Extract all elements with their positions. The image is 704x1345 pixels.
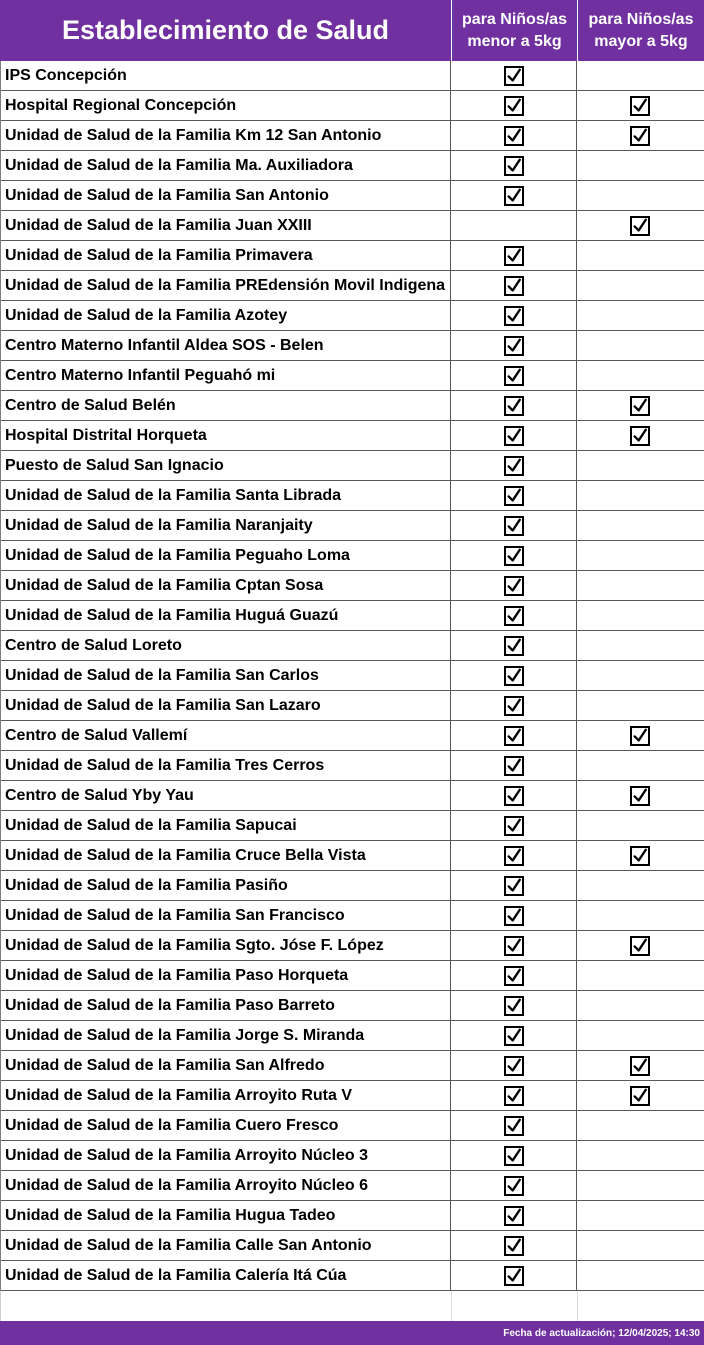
mayor-5kg-cell — [577, 1171, 703, 1200]
menor-5kg-cell — [451, 91, 577, 120]
checkbox-checked-icon — [504, 906, 524, 926]
checkbox-checked-icon — [504, 1206, 524, 1226]
mayor-5kg-cell — [577, 301, 703, 330]
mayor-5kg-cell — [577, 1231, 703, 1260]
checkbox-checked-icon — [630, 96, 650, 116]
menor-5kg-cell — [451, 1171, 577, 1200]
checkbox-checked-icon — [630, 1056, 650, 1076]
table-row — [1, 721, 704, 751]
establecimiento-name: Unidad de Salud de la Familia Cptan Sosa — [1, 571, 451, 600]
establecimiento-name: Centro de Salud Yby Yau — [1, 781, 451, 810]
establecimiento-name: Unidad de Salud de la Familia San Alfredo — [1, 1051, 451, 1080]
establecimiento-name: Centro de Salud Vallemí — [1, 721, 451, 750]
mayor-5kg-cell — [577, 1261, 703, 1290]
checkbox-checked-icon — [504, 456, 524, 476]
establecimiento-name: Unidad de Salud de la Familia PREdensión Movil Indigena — [1, 271, 451, 300]
table-row — [1, 811, 704, 841]
checkbox-checked-icon — [504, 696, 524, 716]
checkbox-checked-icon — [504, 336, 524, 356]
table-row — [1, 601, 704, 631]
establecimiento-name: IPS Concepción — [1, 61, 451, 90]
checkbox-checked-icon — [504, 726, 524, 746]
header-menor-5kg — [452, 0, 578, 61]
menor-5kg-cell — [451, 1081, 577, 1110]
checkbox-checked-icon — [504, 396, 524, 416]
header-menor-line2: menor a 5kg — [467, 32, 562, 50]
empty-cell — [452, 1291, 578, 1321]
table-header — [0, 0, 704, 61]
mayor-5kg-cell — [577, 1051, 703, 1080]
menor-5kg-cell — [451, 1141, 577, 1170]
table-row — [1, 181, 704, 211]
menor-5kg-cell — [451, 751, 577, 780]
menor-5kg-cell — [451, 451, 577, 480]
table-row — [1, 781, 704, 811]
menor-5kg-cell — [451, 151, 577, 180]
mayor-5kg-cell — [577, 1141, 703, 1170]
menor-5kg-cell — [451, 331, 577, 360]
checkbox-checked-icon — [504, 606, 524, 626]
table-row — [1, 631, 704, 661]
checkbox-checked-icon — [504, 66, 524, 86]
table-row — [1, 421, 704, 451]
checkbox-checked-icon — [504, 966, 524, 986]
table-row — [1, 661, 704, 691]
menor-5kg-cell — [451, 121, 577, 150]
mayor-5kg-cell — [577, 91, 703, 120]
checkbox-checked-icon — [504, 1176, 524, 1196]
establecimiento-name: Unidad de Salud de la Familia Calle San Antonio — [1, 1231, 451, 1260]
checkbox-checked-icon — [504, 1086, 524, 1106]
establecimiento-name: Centro de Salud Belén — [1, 391, 451, 420]
establecimiento-name: Unidad de Salud de la Familia Paso Horqueta — [1, 961, 451, 990]
checkbox-checked-icon — [504, 306, 524, 326]
mayor-5kg-cell — [577, 241, 703, 270]
mayor-5kg-cell — [577, 1021, 703, 1050]
establecimiento-name: Unidad de Salud de la Familia San Antonio — [1, 181, 451, 210]
mayor-5kg-cell — [577, 571, 703, 600]
establecimiento-name: Unidad de Salud de la Familia Hugua Tadeo — [1, 1201, 451, 1230]
empty-row — [0, 1291, 704, 1321]
menor-5kg-cell — [451, 901, 577, 930]
menor-5kg-cell — [451, 661, 577, 690]
table-row — [1, 901, 704, 931]
empty-cell — [1, 1291, 452, 1321]
mayor-5kg-cell — [577, 61, 703, 90]
header-mayor-5kg — [578, 0, 704, 61]
mayor-5kg-cell — [577, 841, 703, 870]
establecimiento-name: Puesto de Salud San Ignacio — [1, 451, 451, 480]
header-menor-line1: para Niños/as — [462, 10, 567, 28]
checkbox-checked-icon — [630, 216, 650, 236]
mayor-5kg-cell — [577, 181, 703, 210]
menor-5kg-cell — [451, 1021, 577, 1050]
establecimiento-name: Unidad de Salud de la Familia Cuero Fresco — [1, 1111, 451, 1140]
establecimiento-name: Unidad de Salud de la Familia Arroyito Núcleo 6 — [1, 1171, 451, 1200]
table-row — [1, 931, 704, 961]
table-row — [1, 1111, 704, 1141]
establecimiento-name: Unidad de Salud de la Familia Huguá Guazú — [1, 601, 451, 630]
checkbox-checked-icon — [504, 1146, 524, 1166]
mayor-5kg-cell — [577, 871, 703, 900]
checkbox-checked-icon — [504, 516, 524, 536]
menor-5kg-cell — [451, 601, 577, 630]
establecimiento-name: Unidad de Salud de la Familia Sapucai — [1, 811, 451, 840]
table-row — [1, 1261, 704, 1291]
mayor-5kg-cell — [577, 481, 703, 510]
establecimiento-name: Unidad de Salud de la Familia Cruce Bella Vista — [1, 841, 451, 870]
mayor-5kg-cell — [577, 691, 703, 720]
establecimiento-name: Centro Materno Infantil Peguahó mi — [1, 361, 451, 390]
menor-5kg-cell — [451, 871, 577, 900]
establecimiento-name: Unidad de Salud de la Familia San Carlos — [1, 661, 451, 690]
table-row — [1, 1051, 704, 1081]
establecimiento-name: Unidad de Salud de la Familia Ma. Auxiliadora — [1, 151, 451, 180]
checkbox-checked-icon — [630, 726, 650, 746]
table-row — [1, 121, 704, 151]
checkbox-checked-icon — [504, 126, 524, 146]
menor-5kg-cell — [451, 181, 577, 210]
menor-5kg-cell — [451, 421, 577, 450]
table-row — [1, 91, 704, 121]
establecimiento-name: Unidad de Salud de la Familia Arroyito Núcleo 3 — [1, 1141, 451, 1170]
footer-bar — [0, 1321, 704, 1345]
mayor-5kg-cell — [577, 721, 703, 750]
table-row — [1, 1231, 704, 1261]
establecimiento-name: Unidad de Salud de la Familia Calería Itá Cúa — [1, 1261, 451, 1290]
menor-5kg-cell — [451, 691, 577, 720]
checkbox-checked-icon — [504, 1116, 524, 1136]
checkbox-checked-icon — [504, 636, 524, 656]
table-row — [1, 841, 704, 871]
mayor-5kg-cell — [577, 961, 703, 990]
establecimiento-name: Unidad de Salud de la Familia Primavera — [1, 241, 451, 270]
menor-5kg-cell — [451, 541, 577, 570]
menor-5kg-cell — [451, 811, 577, 840]
mayor-5kg-cell — [577, 991, 703, 1020]
establecimiento-name: Unidad de Salud de la Familia Azotey — [1, 301, 451, 330]
checkbox-checked-icon — [630, 936, 650, 956]
menor-5kg-cell — [451, 1051, 577, 1080]
menor-5kg-cell — [451, 631, 577, 660]
establecimiento-name: Unidad de Salud de la Familia Km 12 San Antonio — [1, 121, 451, 150]
table-row — [1, 1081, 704, 1111]
checkbox-checked-icon — [504, 1056, 524, 1076]
table-body — [0, 61, 704, 1291]
mayor-5kg-cell — [577, 1201, 703, 1230]
menor-5kg-cell — [451, 1111, 577, 1140]
checkbox-checked-icon — [504, 846, 524, 866]
menor-5kg-cell — [451, 721, 577, 750]
table-row — [1, 1141, 704, 1171]
table-row — [1, 541, 704, 571]
establecimiento-name: Unidad de Salud de la Familia San Francisco — [1, 901, 451, 930]
table-row — [1, 751, 704, 781]
table-row — [1, 361, 704, 391]
checkbox-checked-icon — [630, 426, 650, 446]
mayor-5kg-cell — [577, 931, 703, 960]
menor-5kg-cell — [451, 1231, 577, 1260]
checkbox-checked-icon — [504, 816, 524, 836]
menor-5kg-cell — [451, 781, 577, 810]
empty-cell — [578, 1291, 704, 1321]
checkbox-checked-icon — [504, 576, 524, 596]
checkbox-checked-icon — [504, 786, 524, 806]
menor-5kg-cell — [451, 841, 577, 870]
checkbox-checked-icon — [630, 126, 650, 146]
mayor-5kg-cell — [577, 151, 703, 180]
table-row — [1, 391, 704, 421]
table-row — [1, 1201, 704, 1231]
mayor-5kg-cell — [577, 601, 703, 630]
menor-5kg-cell — [451, 211, 577, 240]
table-row — [1, 61, 704, 91]
mayor-5kg-cell — [577, 361, 703, 390]
table-row — [1, 151, 704, 181]
checkbox-checked-icon — [504, 876, 524, 896]
establecimiento-name: Unidad de Salud de la Familia Tres Cerros — [1, 751, 451, 780]
mayor-5kg-cell — [577, 511, 703, 540]
table-row — [1, 271, 704, 301]
checkbox-checked-icon — [504, 246, 524, 266]
mayor-5kg-cell — [577, 121, 703, 150]
table-row — [1, 1171, 704, 1201]
establecimiento-name: Unidad de Salud de la Familia Jorge S. Miranda — [1, 1021, 451, 1050]
menor-5kg-cell — [451, 361, 577, 390]
mayor-5kg-cell — [577, 331, 703, 360]
establecimiento-name: Unidad de Salud de la Familia Santa Librada — [1, 481, 451, 510]
mayor-5kg-cell — [577, 901, 703, 930]
checkbox-checked-icon — [504, 1266, 524, 1286]
checkbox-checked-icon — [504, 276, 524, 296]
table-row — [1, 871, 704, 901]
table-row — [1, 691, 704, 721]
checkbox-checked-icon — [504, 486, 524, 506]
checkbox-checked-icon — [630, 846, 650, 866]
table-row — [1, 331, 704, 361]
checkbox-checked-icon — [504, 666, 524, 686]
establecimiento-name: Unidad de Salud de la Familia Arroyito Ruta V — [1, 1081, 451, 1110]
table-row — [1, 991, 704, 1021]
checkbox-checked-icon — [504, 1026, 524, 1046]
table-row — [1, 961, 704, 991]
mayor-5kg-cell — [577, 421, 703, 450]
establecimiento-name: Unidad de Salud de la Familia Naranjaity — [1, 511, 451, 540]
table-row — [1, 211, 704, 241]
update-date: Fecha de actualización; 12/04/2025; 14:30 — [503, 1327, 700, 1339]
mayor-5kg-cell — [577, 751, 703, 780]
checkbox-checked-icon — [504, 996, 524, 1016]
mayor-5kg-cell — [577, 631, 703, 660]
mayor-5kg-cell — [577, 1081, 703, 1110]
menor-5kg-cell — [451, 991, 577, 1020]
mayor-5kg-cell — [577, 1111, 703, 1140]
mayor-5kg-cell — [577, 451, 703, 480]
checkbox-checked-icon — [504, 546, 524, 566]
menor-5kg-cell — [451, 1261, 577, 1290]
mayor-5kg-cell — [577, 391, 703, 420]
checkbox-checked-icon — [630, 786, 650, 806]
establecimiento-name: Hospital Regional Concepción — [1, 91, 451, 120]
checkbox-checked-icon — [630, 1086, 650, 1106]
menor-5kg-cell — [451, 241, 577, 270]
establecimiento-name: Centro Materno Infantil Aldea SOS - Belen — [1, 331, 451, 360]
menor-5kg-cell — [451, 1201, 577, 1230]
checkbox-checked-icon — [504, 1236, 524, 1256]
table-row — [1, 511, 704, 541]
table-row — [1, 481, 704, 511]
menor-5kg-cell — [451, 481, 577, 510]
header-mayor-line1: para Niños/as — [588, 10, 694, 28]
establecimiento-name: Unidad de Salud de la Familia Pasiño — [1, 871, 451, 900]
establecimiento-name: Unidad de Salud de la Familia Sgto. Jóse F. López — [1, 931, 451, 960]
checkbox-checked-icon — [630, 396, 650, 416]
establecimiento-name: Unidad de Salud de la Familia Juan XXIII — [1, 211, 451, 240]
menor-5kg-cell — [451, 391, 577, 420]
mayor-5kg-cell — [577, 211, 703, 240]
table-row — [1, 301, 704, 331]
table-row — [1, 1021, 704, 1051]
checkbox-checked-icon — [504, 426, 524, 446]
mayor-5kg-cell — [577, 271, 703, 300]
mayor-5kg-cell — [577, 541, 703, 570]
menor-5kg-cell — [451, 511, 577, 540]
table-row — [1, 451, 704, 481]
mayor-5kg-cell — [577, 781, 703, 810]
establecimiento-name: Unidad de Salud de la Familia Paso Barreto — [1, 991, 451, 1020]
menor-5kg-cell — [451, 301, 577, 330]
checkbox-checked-icon — [504, 186, 524, 206]
checkbox-checked-icon — [504, 756, 524, 776]
table-row — [1, 571, 704, 601]
table-row — [1, 241, 704, 271]
menor-5kg-cell — [451, 571, 577, 600]
header-mayor-line2: mayor a 5kg — [594, 32, 688, 50]
checkbox-checked-icon — [504, 156, 524, 176]
menor-5kg-cell — [451, 961, 577, 990]
establecimiento-name: Unidad de Salud de la Familia Peguaho Loma — [1, 541, 451, 570]
establecimiento-name: Hospital Distrital Horqueta — [1, 421, 451, 450]
establecimiento-name: Centro de Salud Loreto — [1, 631, 451, 660]
checkbox-checked-icon — [504, 366, 524, 386]
mayor-5kg-cell — [577, 811, 703, 840]
menor-5kg-cell — [451, 931, 577, 960]
mayor-5kg-cell — [577, 661, 703, 690]
menor-5kg-cell — [451, 271, 577, 300]
checkbox-checked-icon — [504, 936, 524, 956]
checkbox-checked-icon — [504, 96, 524, 116]
establecimiento-name: Unidad de Salud de la Familia San Lazaro — [1, 691, 451, 720]
menor-5kg-cell — [451, 61, 577, 90]
header-establecimiento: Establecimiento de Salud — [0, 0, 452, 61]
